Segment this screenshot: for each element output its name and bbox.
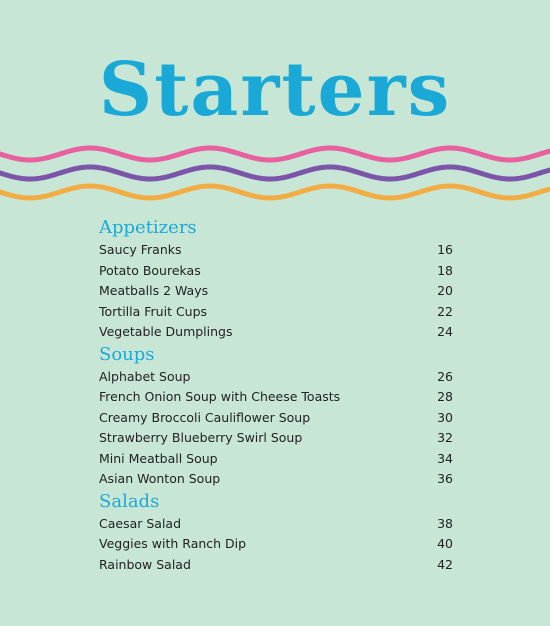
- entry-label: Meatballs 2 Ways: [99, 283, 209, 298]
- wave-pink: [0, 148, 550, 160]
- entry-label: French Onion Soup with Cheese Toasts: [99, 389, 341, 404]
- toc-entry[interactable]: [99, 387, 453, 408]
- entry-page-number: 34: [437, 450, 453, 466]
- section-soups: [99, 343, 453, 490]
- section-heading: Soups: [99, 343, 155, 365]
- entry-page-number: 30: [437, 409, 453, 425]
- entry-page-number: 24: [437, 324, 453, 339]
- entry-label: Saucy Franks: [99, 242, 182, 257]
- toc-entry[interactable]: [99, 367, 453, 388]
- toc-entry[interactable]: [99, 302, 453, 323]
- toc-entry[interactable]: [99, 261, 453, 282]
- entry-page-number: 32: [437, 430, 453, 445]
- section-heading: Salads: [99, 490, 160, 512]
- entry-label: Veggies with Ranch Dip: [99, 536, 247, 551]
- entry-page-number: 42: [437, 556, 453, 572]
- toc-entry[interactable]: [99, 240, 453, 261]
- toc-entry[interactable]: [99, 408, 453, 429]
- toc-entry[interactable]: [99, 534, 453, 555]
- toc-entry[interactable]: [99, 514, 453, 535]
- entry-page-number: 36: [437, 471, 453, 486]
- entry-page-number: 38: [437, 515, 453, 531]
- entry-page-number: 20: [437, 283, 453, 298]
- toc-entry[interactable]: [99, 322, 453, 343]
- toc-entry[interactable]: [99, 469, 453, 490]
- decorative-waves: [0, 140, 550, 210]
- toc-entry[interactable]: [99, 449, 453, 470]
- entry-label: Rainbow Salad: [99, 556, 191, 572]
- section-heading: Appetizers: [99, 217, 197, 238]
- page-title: Starters: [98, 47, 452, 133]
- entry-page-number: 26: [437, 368, 453, 384]
- entry-label: Creamy Broccoli Cauliflower Soup: [99, 409, 311, 425]
- entry-label: Asian Wonton Soup: [99, 471, 221, 486]
- entry-label: Potato Bourekas: [99, 262, 201, 278]
- entry-label: Mini Meatball Soup: [99, 450, 218, 466]
- table-of-contents: [99, 216, 453, 575]
- toc-entry[interactable]: [99, 555, 453, 576]
- entry-label: Strawberry Blueberry Swirl Soup: [99, 430, 303, 445]
- entry-label: Tortilla Fruit Cups: [99, 303, 208, 319]
- entry-page-number: 22: [437, 303, 453, 319]
- entry-label: Vegetable Dumplings: [99, 324, 233, 339]
- wave-purple: [0, 167, 550, 179]
- entry-label: Alphabet Soup: [99, 368, 191, 384]
- section-salads: [99, 490, 453, 576]
- entry-page-number: 40: [437, 536, 453, 551]
- entry-page-number: 16: [437, 242, 453, 257]
- section-appetizers: [99, 216, 453, 343]
- toc-entry[interactable]: [99, 428, 453, 449]
- entry-label: Caesar Salad: [99, 515, 182, 531]
- wave-orange: [0, 186, 550, 198]
- entry-page-number: 18: [437, 262, 453, 278]
- toc-entry[interactable]: [99, 281, 453, 302]
- entry-page-number: 28: [437, 389, 453, 404]
